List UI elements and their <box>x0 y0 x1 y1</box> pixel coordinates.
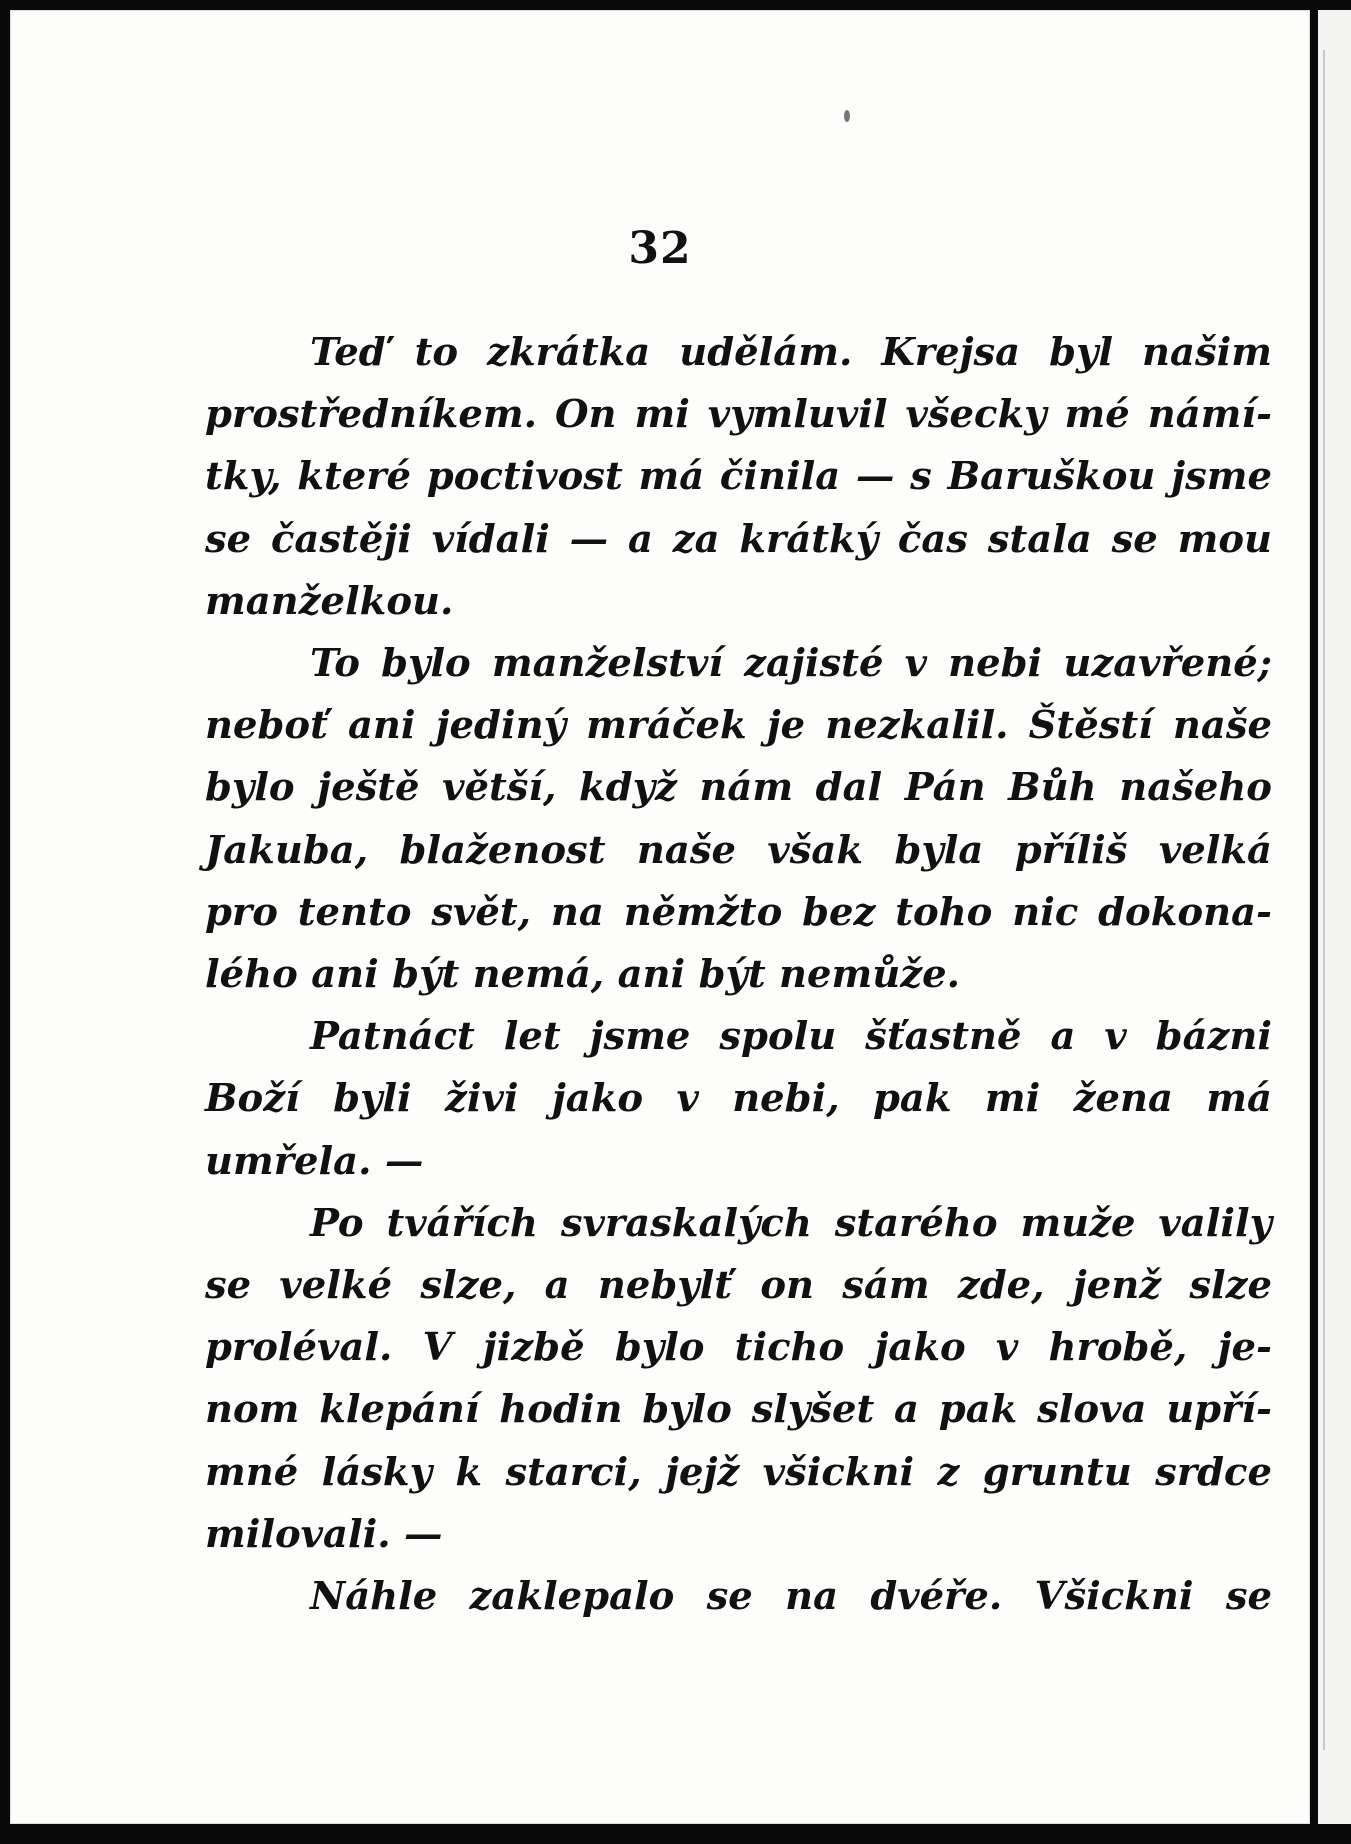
text-line: mné lásky k starci, jejž všickni z gruntu srdce <box>205 1449 1272 1495</box>
ink-speck <box>844 110 850 122</box>
page-number: 32 <box>628 223 692 274</box>
text-line: Náhle zaklepalo se na dvéře. Všickni se <box>310 1574 1272 1620</box>
text-line: se častěji vídali — a za krátký čas stala se mou <box>205 516 1272 562</box>
text-line: Po tvářích svraskalých starého muže valily <box>310 1200 1272 1246</box>
text-line: pro tento svět, na němžto bez toho nic dokona- <box>205 889 1272 935</box>
paragraph-1 <box>205 322 1272 633</box>
text-line: Jakuba, blaženost naše však byla příliš velká <box>205 827 1272 873</box>
text-line: Teď to zkrátka udělám. Krejsa byl našim <box>310 330 1272 375</box>
text-line: umřela. — <box>205 1138 424 1184</box>
text-line: To bylo manželství zajisté v nebi uzavřené; <box>310 641 1272 687</box>
paragraph-2 <box>205 633 1272 1006</box>
text-line: proléval. V jizbě bylo ticho jako v hrobě, je- <box>205 1325 1272 1371</box>
paragraph-4 <box>205 1193 1272 1566</box>
text-line: manželkou. <box>205 578 454 624</box>
page-edge-rule <box>1323 50 1325 1750</box>
text-line: nom klepání hodin bylo slyšet a pak slova upří- <box>205 1387 1272 1433</box>
text-line: bylo ještě větší, když nám dal Pán Bůh našeho <box>205 765 1272 811</box>
text-line: Patnáct let jsme spolu šťastně a v bázni <box>310 1014 1272 1060</box>
text-line: lého ani být nemá, ani být nemůže. <box>205 952 961 998</box>
paragraph-3 <box>205 1006 1272 1193</box>
book-page <box>10 10 1310 1824</box>
text-line: se velké slze, a nebylť on sám zde, jenž slze <box>205 1263 1272 1309</box>
adjacent-page-edge <box>1318 10 1351 1824</box>
text-line: milovali. — <box>205 1511 443 1557</box>
body-text <box>205 322 1272 1628</box>
text-line: Boží byli živi jako v nebi, pak mi žena má <box>205 1076 1272 1122</box>
paragraph-5 <box>205 1566 1272 1628</box>
text-line: tky, které poctivost má činila — s Baruškou jsme <box>205 454 1272 500</box>
text-line: neboť ani jediný mráček je nezkalil. Štěstí naše <box>205 703 1272 749</box>
text-line: prostředníkem. On mi vymluvil všecky mé námí- <box>205 392 1272 438</box>
